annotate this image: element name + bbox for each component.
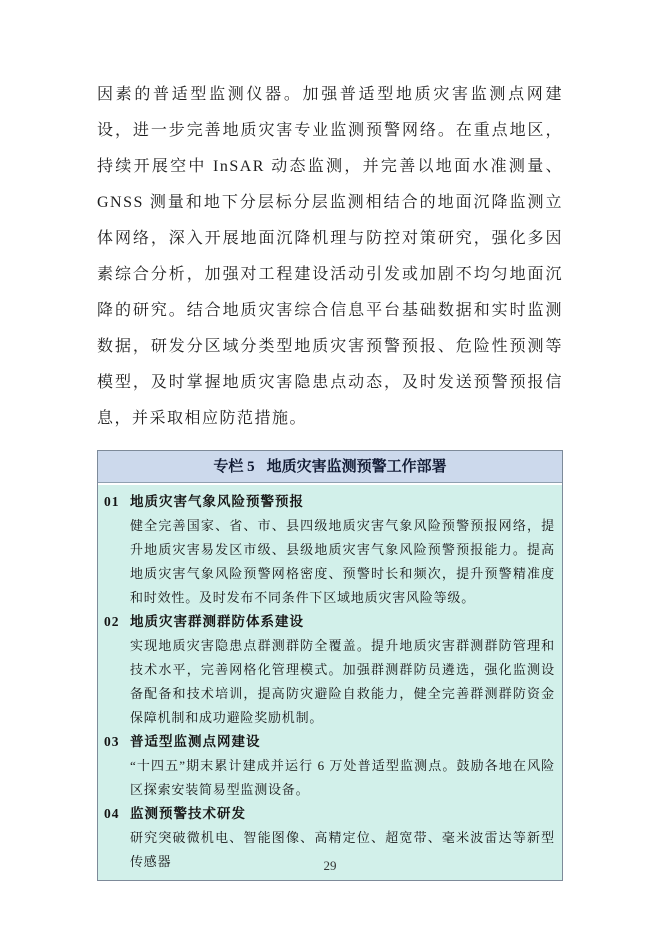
body-text-line: 模型，及时掌握地质灾害隐患点动态，及时发送预警预报信 [97, 374, 563, 391]
box-item-heading [104, 802, 555, 826]
body-text-line: 数据，研发分区域分类型地质灾害预警预报、危险性预测等 [97, 338, 563, 355]
page-number: 29 [323, 858, 337, 873]
column-box-body [98, 483, 562, 880]
box-item-number: 02 [104, 614, 120, 629]
body-text-line: 素综合分析，加强对工程建设活动引发或加剧不均匀地面沉 [97, 266, 563, 283]
box-item-body-text: 实现地质灾害隐患点群测群防全覆盖。提升地质灾害群测群防管理和技术水平，完善网格化管理模式。加强群测群防员遴选，强化监测设备配备和技术培训，提高防灾避险自救能力，健全完善群测群防资金保障机制和成功避险奖励机制。 [130, 638, 555, 725]
body-text-line: 体网络，深入开展地面沉降机理与防控对策研究，强化多因 [97, 230, 563, 247]
box-item-03 [104, 730, 555, 802]
box-item-title: 地质灾害气象风险预警预报 [130, 494, 304, 509]
box-item-heading [104, 730, 555, 754]
column-box-label: 专栏 5 [213, 459, 255, 475]
page-content [97, 77, 563, 881]
box-item-title: 普适型监测点网建设 [130, 734, 261, 749]
column-box-header [98, 451, 562, 483]
box-item-01 [104, 490, 555, 610]
box-item-heading [104, 610, 555, 634]
body-text-line: 因素的普适型监测仪器。加强普适型地质灾害监测点网建 [97, 86, 563, 103]
box-item-title: 监测预警技术研发 [130, 806, 246, 821]
body-text-line: 设，进一步完善地质灾害专业监测预警网络。在重点地区， [97, 122, 563, 139]
box-item-heading [104, 490, 555, 514]
column-5-info-box [97, 450, 563, 881]
box-item-body-text: 健全完善国家、省、市、县四级地质灾害气象风险预警预报网络，提升地质灾害易发区市级、县级地质灾害气象风险预警预报能力。提高地质灾害气象风险预警网格密度、预警时长和频次，提升预警精准度和时效性。及时发布不同条件下区域地质灾害风险等级。 [130, 518, 555, 605]
column-box-title: 地质灾害监测预警工作部署 [266, 459, 447, 475]
body-text-line: 息，并采取相应防范措施。 [97, 410, 308, 427]
body-paragraph [97, 77, 563, 437]
box-item-body-text: 研究突破微机电、智能图像、高精定位、超宽带、毫米波雷达等新型传感器 [130, 830, 555, 869]
box-item-body-text: “十四五”期末累计建成并运行 6 万处普适型监测点。鼓励各地在风险区探索安装简易型监测设备。 [130, 758, 555, 797]
box-item-number: 03 [104, 734, 120, 749]
box-item-title: 地质灾害群测群防体系建设 [130, 614, 304, 629]
body-text-line: GNSS 测量和地下分层标分层监测相结合的地面沉降监测立 [97, 194, 563, 211]
box-item-number: 01 [104, 494, 120, 509]
box-item-02 [104, 610, 555, 730]
body-text-line: 持续开展空中 InSAR 动态监测，并完善以地面水准测量、 [97, 158, 563, 175]
box-item-number: 04 [104, 806, 120, 821]
body-text-line: 降的研究。结合地质灾害综合信息平台基础数据和实时监测 [97, 302, 563, 319]
